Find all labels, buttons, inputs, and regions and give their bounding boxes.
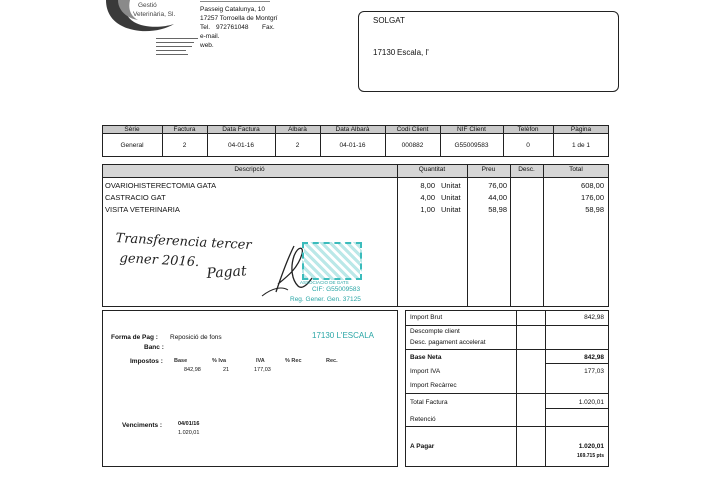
header-value-pagina: 1 de 1: [571, 142, 591, 149]
handwritten-paid-note: Pagat: [206, 263, 248, 282]
header-col-nif-client: NIF Client: [457, 126, 486, 133]
totals-divider: [405, 325, 609, 326]
items-col-quantitat: Quantitat: [418, 166, 446, 173]
stamp-line4: 17130 L'ESCALA: [312, 331, 375, 340]
company-fax-label: Fax.: [262, 24, 275, 31]
totals-label: Retenció: [410, 416, 436, 423]
totals-label: Import Recàrrec: [410, 382, 457, 389]
company-name-line2: Veterinària, Sl.: [133, 11, 176, 18]
totals-value: 842,98: [584, 314, 604, 321]
stamp-line2: CIF: G55009583: [312, 286, 361, 293]
item-description: VISITA VETERINARIA: [105, 205, 180, 214]
item-unit: Unitat: [441, 193, 461, 202]
header-col-factura: Factura: [173, 126, 196, 133]
totals-divider: [545, 363, 609, 364]
amount-due-value: 1.020,01: [578, 443, 604, 450]
handwritten-note-line1: Transferencia tercer: [115, 231, 252, 254]
amount-due-pesetas: 169.715 pts: [577, 453, 604, 459]
item-total: 608,00: [581, 181, 604, 190]
header-value-serie: General: [120, 142, 144, 149]
company-email-label: e-mail.: [200, 33, 220, 40]
item-unit: Unitat: [441, 181, 461, 190]
totals-label: Import IVA: [410, 368, 441, 375]
company-address-line2: 17257 Torroella de Montgrí: [200, 15, 278, 22]
tax-col-rec-pct: % Rec: [285, 358, 302, 364]
item-total: 176,00: [581, 193, 604, 202]
totals-divider: [405, 349, 609, 350]
tax-col-iva: IVA: [256, 358, 265, 364]
items-col-preu: Preu: [481, 166, 496, 173]
due-date: 04/01/16: [178, 421, 200, 427]
item-total: 58,98: [585, 205, 604, 214]
tax-col-iva-pct: % Iva: [212, 358, 227, 364]
items-col-sep: [510, 164, 511, 307]
due-label: Venciments :: [122, 422, 163, 429]
header-value-nif-client: G55009583: [454, 142, 489, 149]
customer-city: Escala, l': [397, 48, 429, 57]
item-quantity: 1,00: [420, 205, 435, 214]
header-value-telefon: 0: [526, 142, 530, 149]
item-price: 58,98: [488, 205, 507, 214]
stamp-line3: Reg. Gener. Gen. 37125: [290, 296, 361, 303]
company-name-line1: Gestió: [138, 2, 157, 9]
totals-divider: [405, 426, 609, 427]
tax-value-iva: 177,03: [254, 367, 271, 373]
item-unit: Unitat: [441, 205, 461, 214]
totals-value: 177,03: [584, 368, 604, 375]
header-value-data-albara: 04-01-16: [339, 142, 366, 149]
company-address-line1: Passeig Catalunya, 10: [200, 6, 266, 13]
amount-due-label: A Pagar: [410, 443, 435, 450]
totals-divider: [405, 393, 609, 394]
totals-col-sep: [516, 310, 517, 467]
totals-label: Descompte client: [410, 328, 460, 335]
tax-col-base: Base: [174, 358, 188, 364]
due-amount: 1.020,01: [178, 430, 200, 436]
totals-value: 842,98: [584, 354, 604, 361]
payment-form-value: Reposició de fons: [170, 334, 222, 341]
stamp-logo: [302, 242, 362, 280]
tax-value-iva-pct: 21: [223, 367, 230, 373]
item-price: 44,00: [488, 193, 507, 202]
header-value-codi-client: 000882: [401, 142, 424, 149]
header-col-albara: Albarà: [288, 126, 307, 133]
header-col-data-albara: Data Albarà: [335, 126, 370, 133]
payment-taxes-label: Impostos :: [130, 358, 163, 365]
handwritten-note-line2: gener 2016.: [119, 251, 200, 271]
totals-label: Import Brut: [410, 314, 443, 321]
logo-small-print: [156, 38, 198, 57]
stamp-line1: ASSOCIACIO DE GATS: [300, 280, 349, 285]
items-col-desc: Desc.: [518, 166, 535, 173]
totals-label: Base Neta: [410, 354, 442, 361]
tax-value-base: 842,98: [184, 367, 201, 373]
header-value-data-factura: 04-01-16: [227, 142, 255, 149]
totals-value: 1.020,01: [578, 399, 604, 406]
totals-label: Total Factura: [410, 399, 448, 406]
company-tel-label: Tel.: [200, 24, 211, 31]
item-description: OVARIOHISTERECTOMIA GATA: [105, 181, 217, 190]
totals-label: Desc. pagament accelerat: [410, 339, 486, 346]
item-quantity: 8,00: [420, 181, 435, 190]
header-col-codi-client: Codi Client: [396, 126, 429, 133]
item-description: CASTRACIO GAT: [105, 193, 166, 202]
payment-bank-label: Banc :: [144, 344, 164, 351]
header-col-telefon: Telèfon: [517, 126, 539, 133]
item-quantity: 4,00: [420, 193, 435, 202]
header-col-pagina: Pàgina: [570, 126, 592, 133]
totals-divider: [545, 408, 609, 409]
tax-col-rec: Rec.: [326, 358, 338, 364]
header-table-divider: [102, 133, 609, 134]
items-table-divider: [102, 177, 609, 178]
header-value-factura: 2: [182, 142, 187, 149]
payment-form-label: Forma de Pag :: [111, 334, 158, 341]
items-col-descripcio: Descripció: [234, 166, 265, 173]
customer-name: SOLGAT: [373, 16, 405, 25]
items-col-total: Total: [569, 166, 583, 173]
address-top-line: [200, 0, 270, 2]
header-col-data-factura: Data Factura: [222, 126, 260, 133]
header-col-serie: Sèrie: [124, 126, 140, 133]
customer-postal-code: 17130: [373, 48, 396, 57]
company-tel-value: 972761048: [216, 24, 249, 31]
company-web-label: web.: [200, 42, 214, 49]
header-value-albara: 2: [295, 142, 300, 149]
item-price: 76,00: [488, 181, 507, 190]
